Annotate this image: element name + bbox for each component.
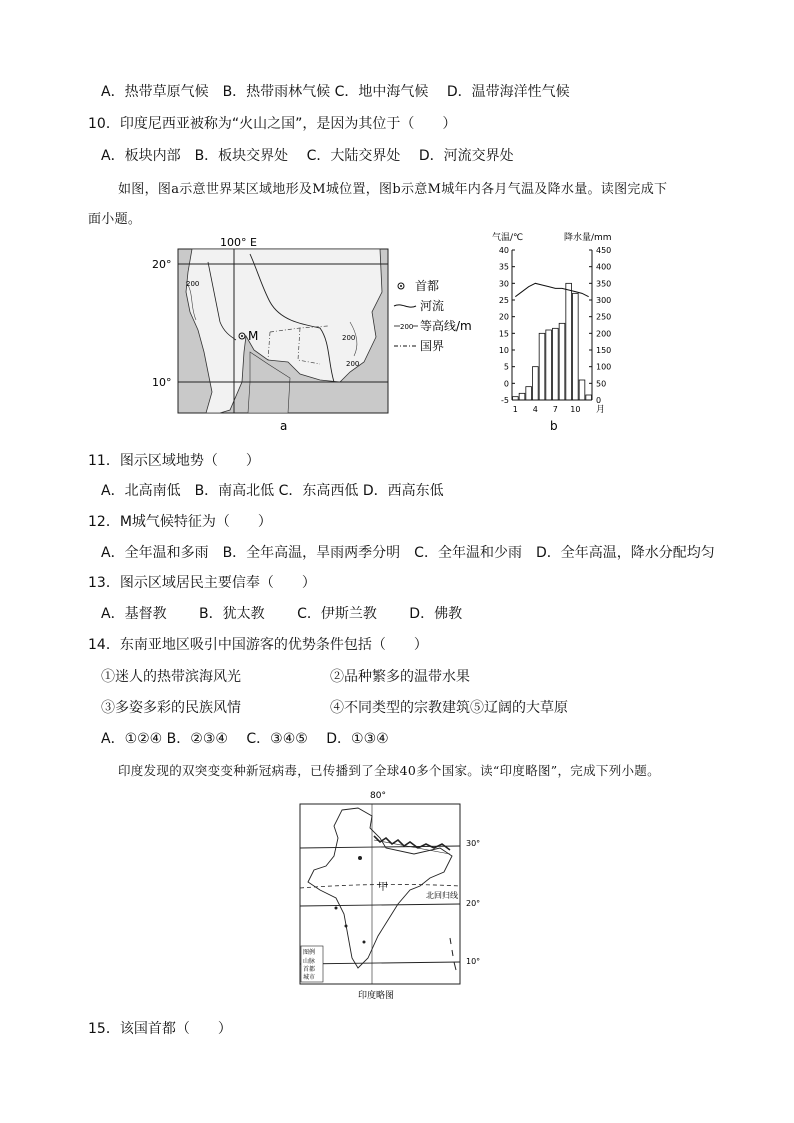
chart-right-axis-label: 降水量/mm [564, 233, 612, 243]
chart-caption: b [550, 419, 558, 433]
left-tick-label: 5 [503, 362, 509, 372]
intro1-line2: 面小题。 [88, 212, 142, 227]
left-tick-label: 0 [503, 379, 509, 389]
x-tick-label: 4 [532, 405, 538, 414]
map-a-lat-top: 20° [152, 258, 172, 271]
india-city-3-icon [345, 925, 348, 928]
tropic-label: 北回归线 [426, 891, 458, 900]
map-a-contour-label-3: 200 [346, 360, 360, 368]
legend-contour-text: 等高线/m [420, 319, 472, 333]
right-tick-label: 200 [596, 329, 612, 339]
chart-left-axis-label: 气温/℃ [492, 233, 524, 243]
precipitation-bar [526, 387, 532, 400]
left-tick-label: -5 [501, 396, 509, 405]
precipitation-bar [579, 380, 585, 400]
intro2: 印度发现的双突变变种新冠病毒，已传播到了全球40多个国家。读“印度略图”，完成下列小题。 [118, 763, 660, 778]
map-a-lat-bottom: 10° [152, 376, 172, 389]
q10-stem: 10．印度尼西亚被称为“火山之国”，是因为其位于（ ） [88, 116, 457, 132]
right-tick-label: 350 [596, 279, 612, 289]
precipitation-bar [559, 323, 565, 400]
right-tick-label: 150 [596, 346, 612, 355]
precipitation-bar [546, 330, 552, 400]
india-capital-icon [358, 856, 362, 860]
precipitation-bar [573, 293, 579, 400]
india-city-2-icon [363, 941, 366, 944]
india-label-jia: 甲 [378, 882, 388, 893]
india-legend-capital: 首都 [303, 966, 316, 973]
climate-chart [490, 228, 630, 434]
right-tick-label: 0 [596, 396, 602, 405]
legend-river-icon [394, 305, 416, 307]
map-a-lon-label: 100° E [220, 236, 257, 249]
left-tick-label: 30 [498, 279, 509, 289]
legend-capital-dot-icon [400, 285, 402, 287]
chart-x-unit: 月 [596, 405, 606, 415]
x-tick-label: 10 [570, 405, 581, 414]
precipitation-bar [519, 393, 525, 400]
india-legend-mountain: 山脉 [303, 958, 316, 965]
map-a [150, 232, 480, 432]
q14-item-3: ③多姿多彩的民族风情 [101, 700, 241, 716]
q12-options: A．全年温和多雨 B．全年高温，旱雨两季分明 C．全年温和少雨 D．全年高温，降水分配均匀 [101, 545, 715, 561]
left-tick-label: 25 [498, 296, 509, 305]
right-tick-label: 50 [596, 379, 607, 389]
q9-options: A．热带草原气候 B．热带雨林气候 C．地中海气候 D．温带海洋性气候 [101, 84, 570, 100]
india-lat-10: 10° [466, 957, 481, 966]
map-a-contour-label-2: 200 [342, 334, 356, 342]
india-lat-30: 30° [466, 839, 481, 848]
right-tick-label: 450 [596, 246, 612, 255]
right-tick-label: 400 [596, 262, 612, 272]
india-lon-label: 80° [370, 791, 386, 801]
precipitation-bar [539, 333, 545, 400]
left-tick-label: 40 [498, 246, 509, 255]
q11-stem: 11．图示区域地势（ ） [88, 453, 260, 469]
precipitation-bar [586, 395, 592, 400]
q14-item-45: ④不同类型的宗教建筑⑤辽阔的大草原 [330, 700, 568, 716]
left-tick-label: 35 [498, 262, 509, 272]
left-tick-label: 15 [498, 329, 509, 339]
map-a-city-label: M [248, 329, 259, 343]
q14-item-1: ①迷人的热带滨海风光 [101, 669, 241, 685]
right-tick-label: 100 [596, 362, 612, 372]
q13-options: A．基督教 B．犹太教 C．伊斯兰教 D．佛教 [101, 606, 463, 622]
precipitation-bar [566, 283, 572, 400]
x-tick-label: 7 [552, 405, 558, 414]
legend-border-text: 国界 [420, 339, 445, 353]
legend-river-text: 河流 [420, 299, 445, 313]
q11-options: A．北高南低 B．南高北低 C．东高西低 D．西高东低 [101, 483, 444, 499]
precipitation-bar [533, 367, 539, 400]
right-tick-label: 250 [596, 312, 612, 322]
india-legend-title: 图例 [303, 949, 316, 956]
india-map [290, 786, 510, 1006]
map-a-contour-label-1: 200 [186, 280, 200, 288]
legend-capital-text: 首都 [415, 279, 440, 293]
x-tick-label: 1 [512, 405, 518, 414]
india-legend-city: 城市 [303, 974, 316, 981]
q14-stem: 14．东南亚地区吸引中国游客的优势条件包括（ ） [88, 637, 428, 653]
q12-stem: 12．M城气候特征为（ ） [88, 514, 272, 530]
intro1-line1: 如图，图a示意世界某区域地形及M城位置，图b示意M城年内各月气温及降水量。读图完成下 [118, 182, 668, 197]
left-tick-label: 10 [498, 346, 509, 355]
right-tick-label: 300 [596, 296, 612, 305]
map-a-caption: a [280, 419, 288, 432]
legend-contour-prefix: 200 [400, 323, 414, 331]
left-tick-label: 20 [498, 312, 509, 322]
q10-options: A．板块内部 B．板块交界处 C．大陆交界处 D．河流交界处 [101, 148, 514, 164]
india-lat-20: 20° [466, 899, 481, 908]
precipitation-bar [553, 328, 559, 400]
q13-stem: 13．图示区域居民主要信奉（ ） [88, 575, 316, 591]
india-map-caption: 印度略图 [358, 991, 395, 1001]
q14-item-2: ②品种繁多的温带水果 [330, 669, 470, 685]
india-city-icon [335, 907, 338, 910]
q15-stem: 15．该国首都（ ） [88, 1021, 232, 1037]
q14-options: A．①②④ B．②③④ C．③④⑤ D．①③④ [101, 731, 389, 747]
map-a-capital-dot-icon [241, 335, 243, 337]
